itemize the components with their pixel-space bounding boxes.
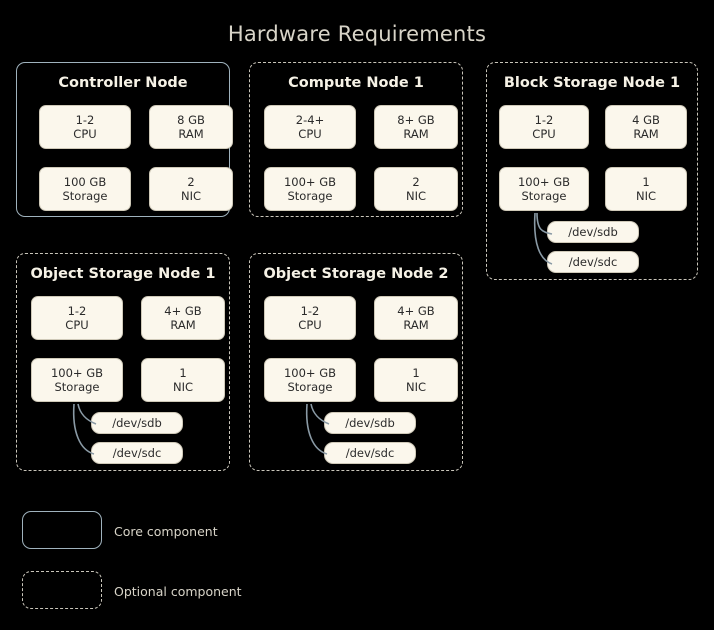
chip-line2: RAM [170,318,196,332]
chip-storage [264,358,356,402]
node-title-objectstorage1: Object Storage Node 1 [30,266,216,282]
chip-line2: RAM [403,127,429,141]
page-title: Hardware Requirements [227,22,487,46]
chip-nic [374,358,458,402]
chip-nic [149,167,233,211]
chip-line2: NIC [172,380,194,394]
chip-line2: CPU [73,127,97,141]
node-title-objectstorage2: Object Storage Node 2 [263,266,449,282]
chip-line1: 4+ GB [397,304,435,318]
chip-cpu [499,105,589,149]
chip-line2: CPU [298,318,322,332]
chip-cpu [39,105,131,149]
chip-nic [141,358,225,402]
device-sdb: /dev/sdb [547,221,639,243]
chip-line2: Storage [62,189,108,203]
legend-label-optional: Optional component [114,584,242,599]
chip-line2: CPU [532,127,556,141]
chip-storage [31,358,123,402]
legend-label-core: Core component [114,524,218,539]
chip-storage [264,167,356,211]
device-sdb: /dev/sdb [324,412,416,434]
chip-cpu [264,296,356,340]
node-title-blockstorage1: Block Storage Node 1 [503,75,681,91]
device-sdc: /dev/sdc [324,442,416,464]
chip-line1: 1 [642,175,650,189]
node-title-controller: Controller Node [58,75,188,91]
chip-cpu [31,296,123,340]
node-objectstorage1 [16,253,230,471]
chip-line1: 8+ GB [397,113,435,127]
chip-line2: RAM [178,127,204,141]
node-blockstorage1 [486,62,698,280]
chip-line2: NIC [405,189,427,203]
chip-line2: CPU [298,127,322,141]
chip-line1: 2 [187,175,195,189]
legend-swatch-optional [22,571,102,609]
chip-line2: NIC [405,380,427,394]
chip-line1: 100+ GB [50,366,104,380]
chip-line2: Storage [287,380,333,394]
chip-ram [141,296,225,340]
chip-line1: 2 [412,175,420,189]
chip-line1: 100+ GB [283,366,337,380]
chip-line1: 2-4+ [295,113,325,127]
chip-line1: 1 [179,366,187,380]
chip-line1: 1-2 [75,113,95,127]
node-controller [16,62,230,217]
chip-ram [605,105,687,149]
chip-ram [374,105,458,149]
node-title-compute1: Compute Node 1 [288,75,424,91]
chip-nic [374,167,458,211]
chip-line1: 8 GB [177,113,205,127]
legend-swatch-core [22,511,102,549]
chip-line1: 100 GB [63,175,107,189]
chip-storage [499,167,589,211]
chip-line2: Storage [287,189,333,203]
chip-storage [39,167,131,211]
chip-line1: 100+ GB [517,175,571,189]
node-compute1 [249,62,463,217]
device-sdc: /dev/sdc [91,442,183,464]
chip-line2: Storage [521,189,567,203]
chip-ram [149,105,233,149]
chip-line2: NIC [180,189,202,203]
chip-line1: 1-2 [534,113,554,127]
chip-line1: 4+ GB [164,304,202,318]
device-sdc: /dev/sdc [547,251,639,273]
chip-nic [605,167,687,211]
chip-line2: NIC [635,189,657,203]
chip-line1: 1-2 [300,304,320,318]
chip-line1: 100+ GB [283,175,337,189]
device-sdb: /dev/sdb [91,412,183,434]
chip-line2: RAM [633,127,659,141]
chip-line1: 1 [412,366,420,380]
chip-line2: CPU [65,318,89,332]
chip-line2: RAM [403,318,429,332]
chip-line2: Storage [54,380,100,394]
chip-ram [374,296,458,340]
node-objectstorage2 [249,253,463,471]
chip-cpu [264,105,356,149]
chip-line1: 4 GB [632,113,660,127]
chip-line1: 1-2 [67,304,87,318]
